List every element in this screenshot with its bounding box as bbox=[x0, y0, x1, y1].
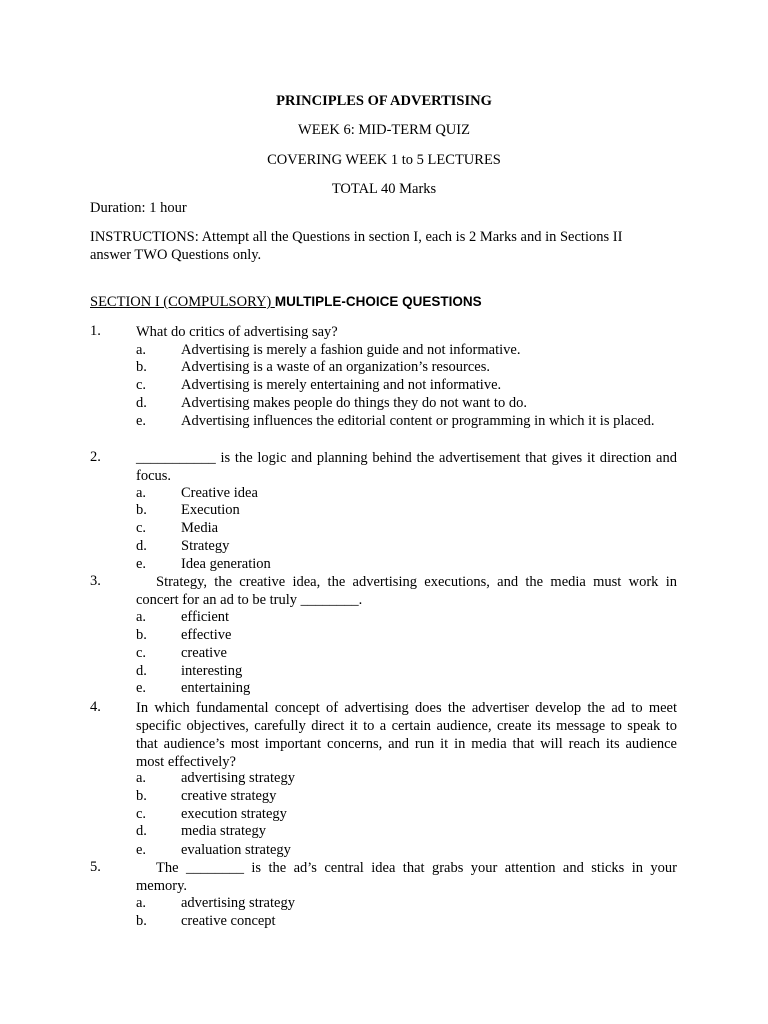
question-2-option-e-letter: e. bbox=[136, 556, 147, 572]
question-3-number: 3. bbox=[90, 573, 101, 589]
question-1-option-c-letter: c. bbox=[136, 377, 147, 393]
section-heading bbox=[90, 294, 482, 311]
question-4-option-a-letter: a. bbox=[136, 770, 147, 786]
question-3-option-d: interesting bbox=[181, 663, 243, 679]
instructions-line-1: INSTRUCTIONS: Attempt all the Questions in section I, each is 2 Marks and in Sections II bbox=[90, 229, 623, 245]
question-3-option-d-letter: d. bbox=[136, 663, 147, 679]
duration-text: Duration: 1 hour bbox=[90, 200, 187, 216]
question-5-option-b: creative concept bbox=[181, 913, 276, 929]
question-1-text: What do critics of advertising say? bbox=[136, 324, 338, 340]
question-5-option-a: advertising strategy bbox=[181, 895, 295, 911]
section-title: MULTIPLE-CHOICE QUESTIONS bbox=[274, 294, 482, 309]
question-3-option-a-letter: a. bbox=[136, 609, 147, 625]
question-2-option-d-letter: d. bbox=[136, 538, 147, 554]
question-4-option-d: media strategy bbox=[181, 823, 266, 839]
question-4-option-b-letter: b. bbox=[136, 788, 147, 804]
question-3-option-e-letter: e. bbox=[136, 680, 147, 696]
question-5-number: 5. bbox=[90, 859, 101, 875]
question-1-option-a: Advertising is merely a fashion guide and not informative. bbox=[181, 342, 521, 358]
quiz-week-heading: WEEK 6: MID-TERM QUIZ bbox=[298, 122, 470, 138]
question-2-number: 2. bbox=[90, 449, 101, 465]
question-2-option-d: Strategy bbox=[181, 538, 230, 554]
question-2-option-c-letter: c. bbox=[136, 520, 147, 536]
question-4-option-c-letter: c. bbox=[136, 806, 147, 822]
question-1-number: 1. bbox=[90, 323, 101, 339]
question-2-option-a-letter: a. bbox=[136, 485, 147, 501]
question-3-option-c-letter: c. bbox=[136, 645, 147, 661]
question-3-option-a: efficient bbox=[181, 609, 230, 625]
section-label: SECTION I (COMPULSORY) bbox=[90, 294, 275, 310]
question-2-option-b-letter: b. bbox=[136, 502, 147, 518]
question-5-option-a-letter: a. bbox=[136, 895, 147, 911]
question-4-number: 4. bbox=[90, 699, 101, 715]
covering-heading: COVERING WEEK 1 to 5 LECTURES bbox=[267, 152, 501, 168]
question-4-option-e: evaluation strategy bbox=[181, 842, 291, 858]
question-2-text: ___________ is the logic and planning behind the advertisement that gives it direction and focus. bbox=[136, 450, 677, 484]
instructions-line-2: answer TWO Questions only. bbox=[90, 247, 262, 263]
question-4-text: In which fundamental concept of advertising does the advertiser develop the ad to meet specific objectives, carefully direct it to a certain audience, create its message to speak to that audience’s most important concerns, and run it in media that will reach its audience most effectively? bbox=[136, 700, 677, 770]
question-3-option-b: effective bbox=[181, 627, 232, 643]
question-1-option-e-letter: e. bbox=[136, 413, 147, 429]
question-3-text: Strategy, the creative idea, the advertising executions, and the media must work in concert for an ad to be truly ________. bbox=[136, 574, 677, 608]
question-1-option-b: Advertising is a waste of an organization’s resources. bbox=[181, 359, 490, 375]
question-4-option-c: execution strategy bbox=[181, 806, 287, 822]
question-5-text: The ________ is the ad’s central idea that grabs your attention and sticks in your memory. bbox=[136, 860, 677, 894]
question-1-option-a-letter: a. bbox=[136, 342, 147, 358]
question-1-option-d: Advertising makes people do things they do not want to do. bbox=[181, 395, 527, 411]
question-5-option-b-letter: b. bbox=[136, 913, 147, 929]
question-2-option-c: Media bbox=[181, 520, 219, 536]
question-3-option-c: creative bbox=[181, 645, 227, 661]
question-2-option-e: Idea generation bbox=[181, 556, 271, 572]
question-4-option-d-letter: d. bbox=[136, 823, 147, 839]
question-2-option-a: Creative idea bbox=[181, 485, 258, 501]
question-1-option-c: Advertising is merely entertaining and not informative. bbox=[181, 377, 502, 393]
question-4-option-e-letter: e. bbox=[136, 842, 147, 858]
question-1-option-b-letter: b. bbox=[136, 359, 147, 375]
question-3-option-b-letter: b. bbox=[136, 627, 147, 643]
total-marks-heading: TOTAL 40 Marks bbox=[331, 181, 437, 197]
question-2-option-b: Execution bbox=[181, 502, 240, 518]
question-1-option-e: Advertising influences the editorial content or programming in which it is placed. bbox=[181, 413, 655, 429]
question-3-option-e: entertaining bbox=[181, 680, 251, 696]
question-4-option-a: advertising strategy bbox=[181, 770, 295, 786]
question-1-option-d-letter: d. bbox=[136, 395, 147, 411]
question-4-option-b: creative strategy bbox=[181, 788, 277, 804]
document-title: PRINCIPLES OF ADVERTISING bbox=[276, 93, 492, 109]
